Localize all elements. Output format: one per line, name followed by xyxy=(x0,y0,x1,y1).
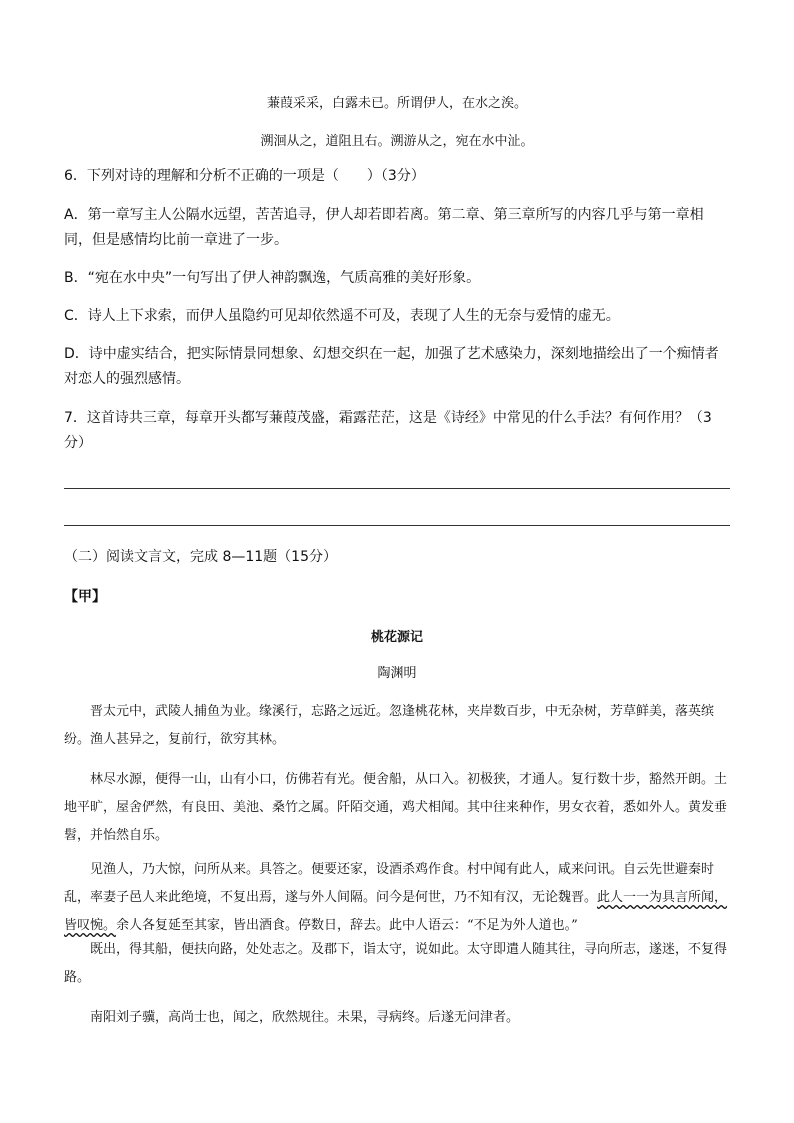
option-a-line-2: 同，但是感情均比前一章进了一步。 xyxy=(64,232,288,248)
paragraph-2: 林尽水源，便得一山，山有小口，仿佛若有光。便舍船，从口入。初极狭，才通人。复行数十步，豁然开朗。土地平旷，屋舍俨然，有良田、美池、桑竹之属。阡陌交通，鸡犬相闻。其中往来种作，男女衣着，悉如外人。黄发垂髫，并怡然自乐。 xyxy=(64,772,728,843)
option-d-line-1: D．诗中虚实结合，把实际情景同想象、幻想交织在一起，加强了艺术感染力，深刻地描绘出了一个痴情者 xyxy=(64,346,719,362)
paragraph-5: 南阳刘子骥，高尚士也，闻之，欣然规往。未果，寻病终。后遂无问津者。 xyxy=(90,1010,520,1025)
paragraph-3 xyxy=(64,856,734,940)
option-c: C．诗人上下求索，而伊人虽隐约可见却依然遥不可及，表现了人生的无奈与爱情的虚无。 xyxy=(64,308,620,324)
question-6-stem: 6．下列对诗的理解和分析不正确的一项是（ ）（3分） xyxy=(64,168,425,184)
option-a-line-1: A．第一章写主人公隔水远望，苦苦追寻，伊人却若即若离。第二章、第三章所写的内容几乎与第一章相 xyxy=(64,207,704,223)
passage-author: 陶渊明 xyxy=(377,666,417,681)
paragraph-3-part-3: 余人各复延至其家，皆出酒食。停数日，辞去。此中人语云：“不足为外人道也。” xyxy=(116,918,578,933)
paragraph-4: 既出，得其船，便扶向路，处处志之。及郡下，诣太守，说如此。太守即遣人随其往，寻向所志，遂迷，不复得路。 xyxy=(64,942,728,985)
poem-line-1: 蒹葭采采，白露未已。所谓伊人，在水之涘。 xyxy=(266,96,527,111)
section-2-heading: （二）阅读文言文，完成 8—11题（15分） xyxy=(64,549,337,565)
answer-line-2[interactable] xyxy=(64,525,730,526)
section-tag-jia: 【甲】 xyxy=(64,589,106,605)
passage-title: 桃花源记 xyxy=(370,630,423,645)
answer-line-1[interactable] xyxy=(64,488,730,489)
paragraph-3-underlined-sentence: 此人一一为具言所闻，皆叹惋。 xyxy=(64,890,728,933)
paragraph-1: 晋太元中，武陵人捕鱼为业。缘溪行，忘路之远近。忽逢桃花林，夹岸数百步，中无杂树，芳草鲜美，落英缤纷。渔人甚异之，复前行，欲穷其林。 xyxy=(64,704,715,747)
paragraph-3-part-1: 见渔人，乃大惊，问所从来。具答之。便要还家，设酒杀鸡作食。村中闻有此人，咸来问讯。自云先世避秦时乱，率妻子邑人来此绝境，不复出焉，遂与外人间隔。问今是何世，乃不知有汉，无论魏晋。 xyxy=(64,862,715,905)
option-b: B．“宛在水中央”一句写出了伊人神韵飘逸，气质高雅的美好形象。 xyxy=(64,270,481,286)
question-7-line-1: 7．这首诗共三章，每章开头都写蒹葭茂盛，霜露茫茫，这是《诗经》中常见的什么手法？有何作用？（3 xyxy=(64,410,712,426)
option-d-line-2: 对恋人的强烈感情。 xyxy=(64,371,190,387)
question-7-line-2: 分） xyxy=(64,435,92,451)
poem-line-2: 溯洄从之，道阻且右。溯游从之，宛在水中沚。 xyxy=(260,134,534,149)
